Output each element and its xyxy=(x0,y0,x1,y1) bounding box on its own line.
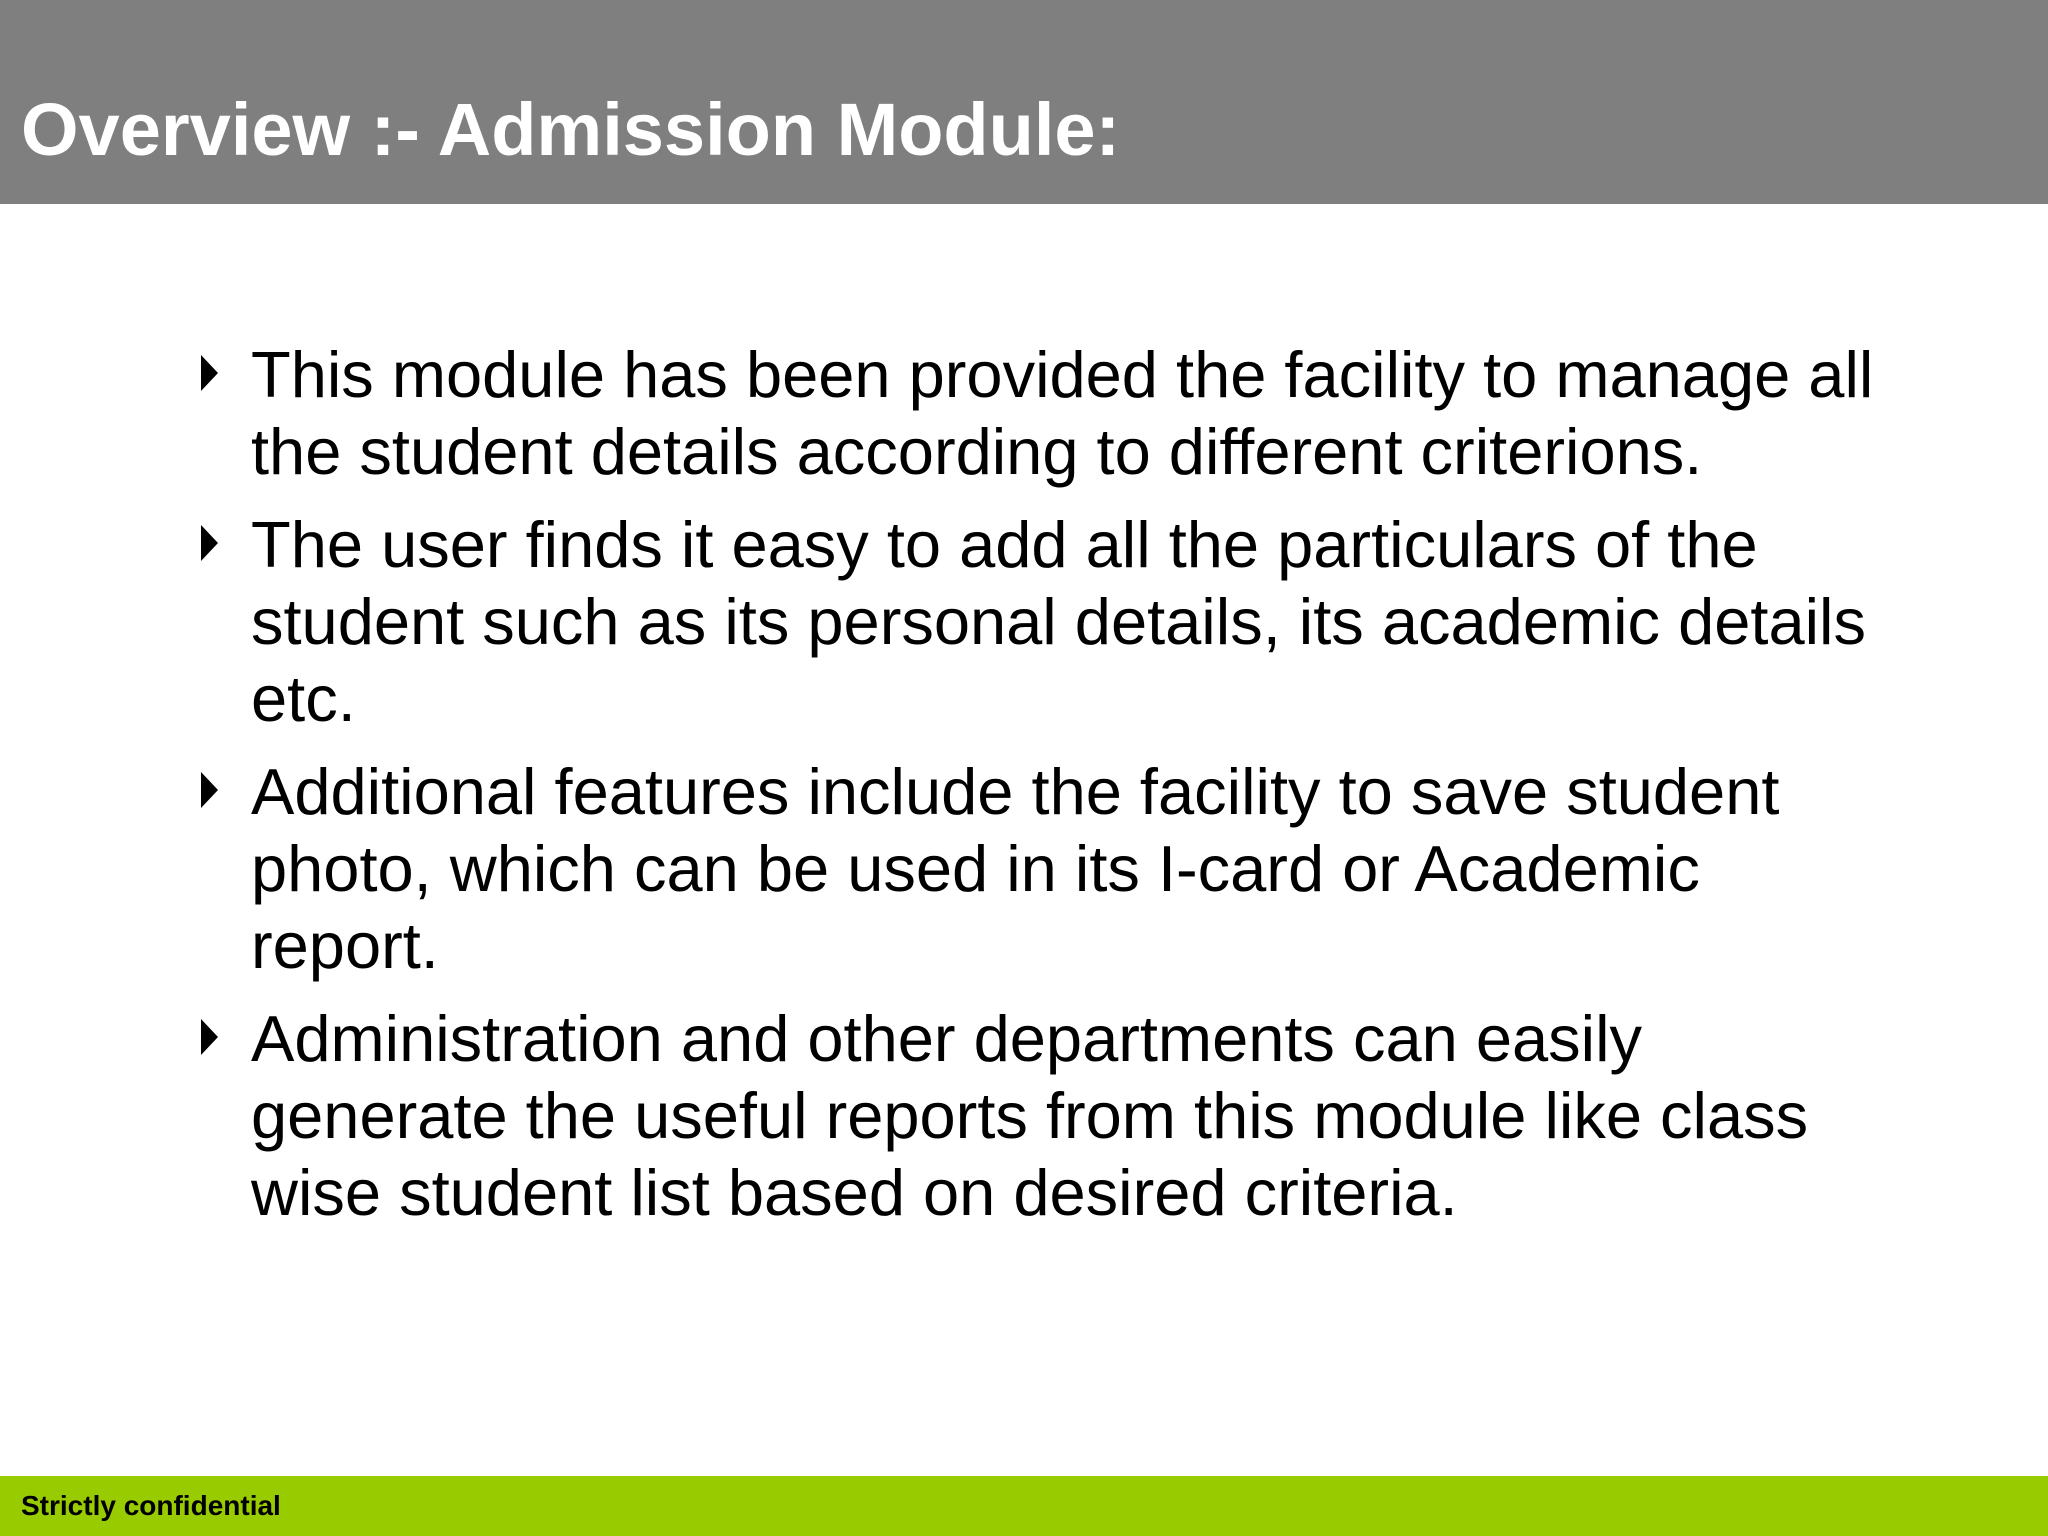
bullet-item xyxy=(196,336,1896,490)
bullet-text: The user finds it easy to add all the particulars of the student such as its personal details, its academic details etc. xyxy=(251,508,1867,735)
bullet-list xyxy=(196,336,1896,1247)
footer-bar xyxy=(0,1476,2048,1536)
bullet-text: Additional features include the facility to save student photo, which can be used in its I-card or Academic report. xyxy=(251,755,1780,982)
bullet-item xyxy=(196,506,1896,737)
triangle-right-icon xyxy=(201,525,218,561)
bullet-item xyxy=(196,753,1896,984)
bullet-text: Administration and other departments can easily generate the useful reports from this module like class wise student list based on desired criteria. xyxy=(251,1002,1809,1229)
bullet-item xyxy=(196,1000,1896,1231)
triangle-right-icon xyxy=(201,1019,218,1055)
title-bar xyxy=(0,0,2048,204)
slide-title: Overview :- Admission Module: xyxy=(21,88,1121,171)
triangle-right-icon xyxy=(201,355,218,391)
triangle-right-icon xyxy=(201,772,218,808)
footer-confidential-label: Strictly confidential xyxy=(21,1490,281,1521)
bullet-text: This module has been provided the facility to manage all the student details according to different criterions. xyxy=(251,338,1874,488)
